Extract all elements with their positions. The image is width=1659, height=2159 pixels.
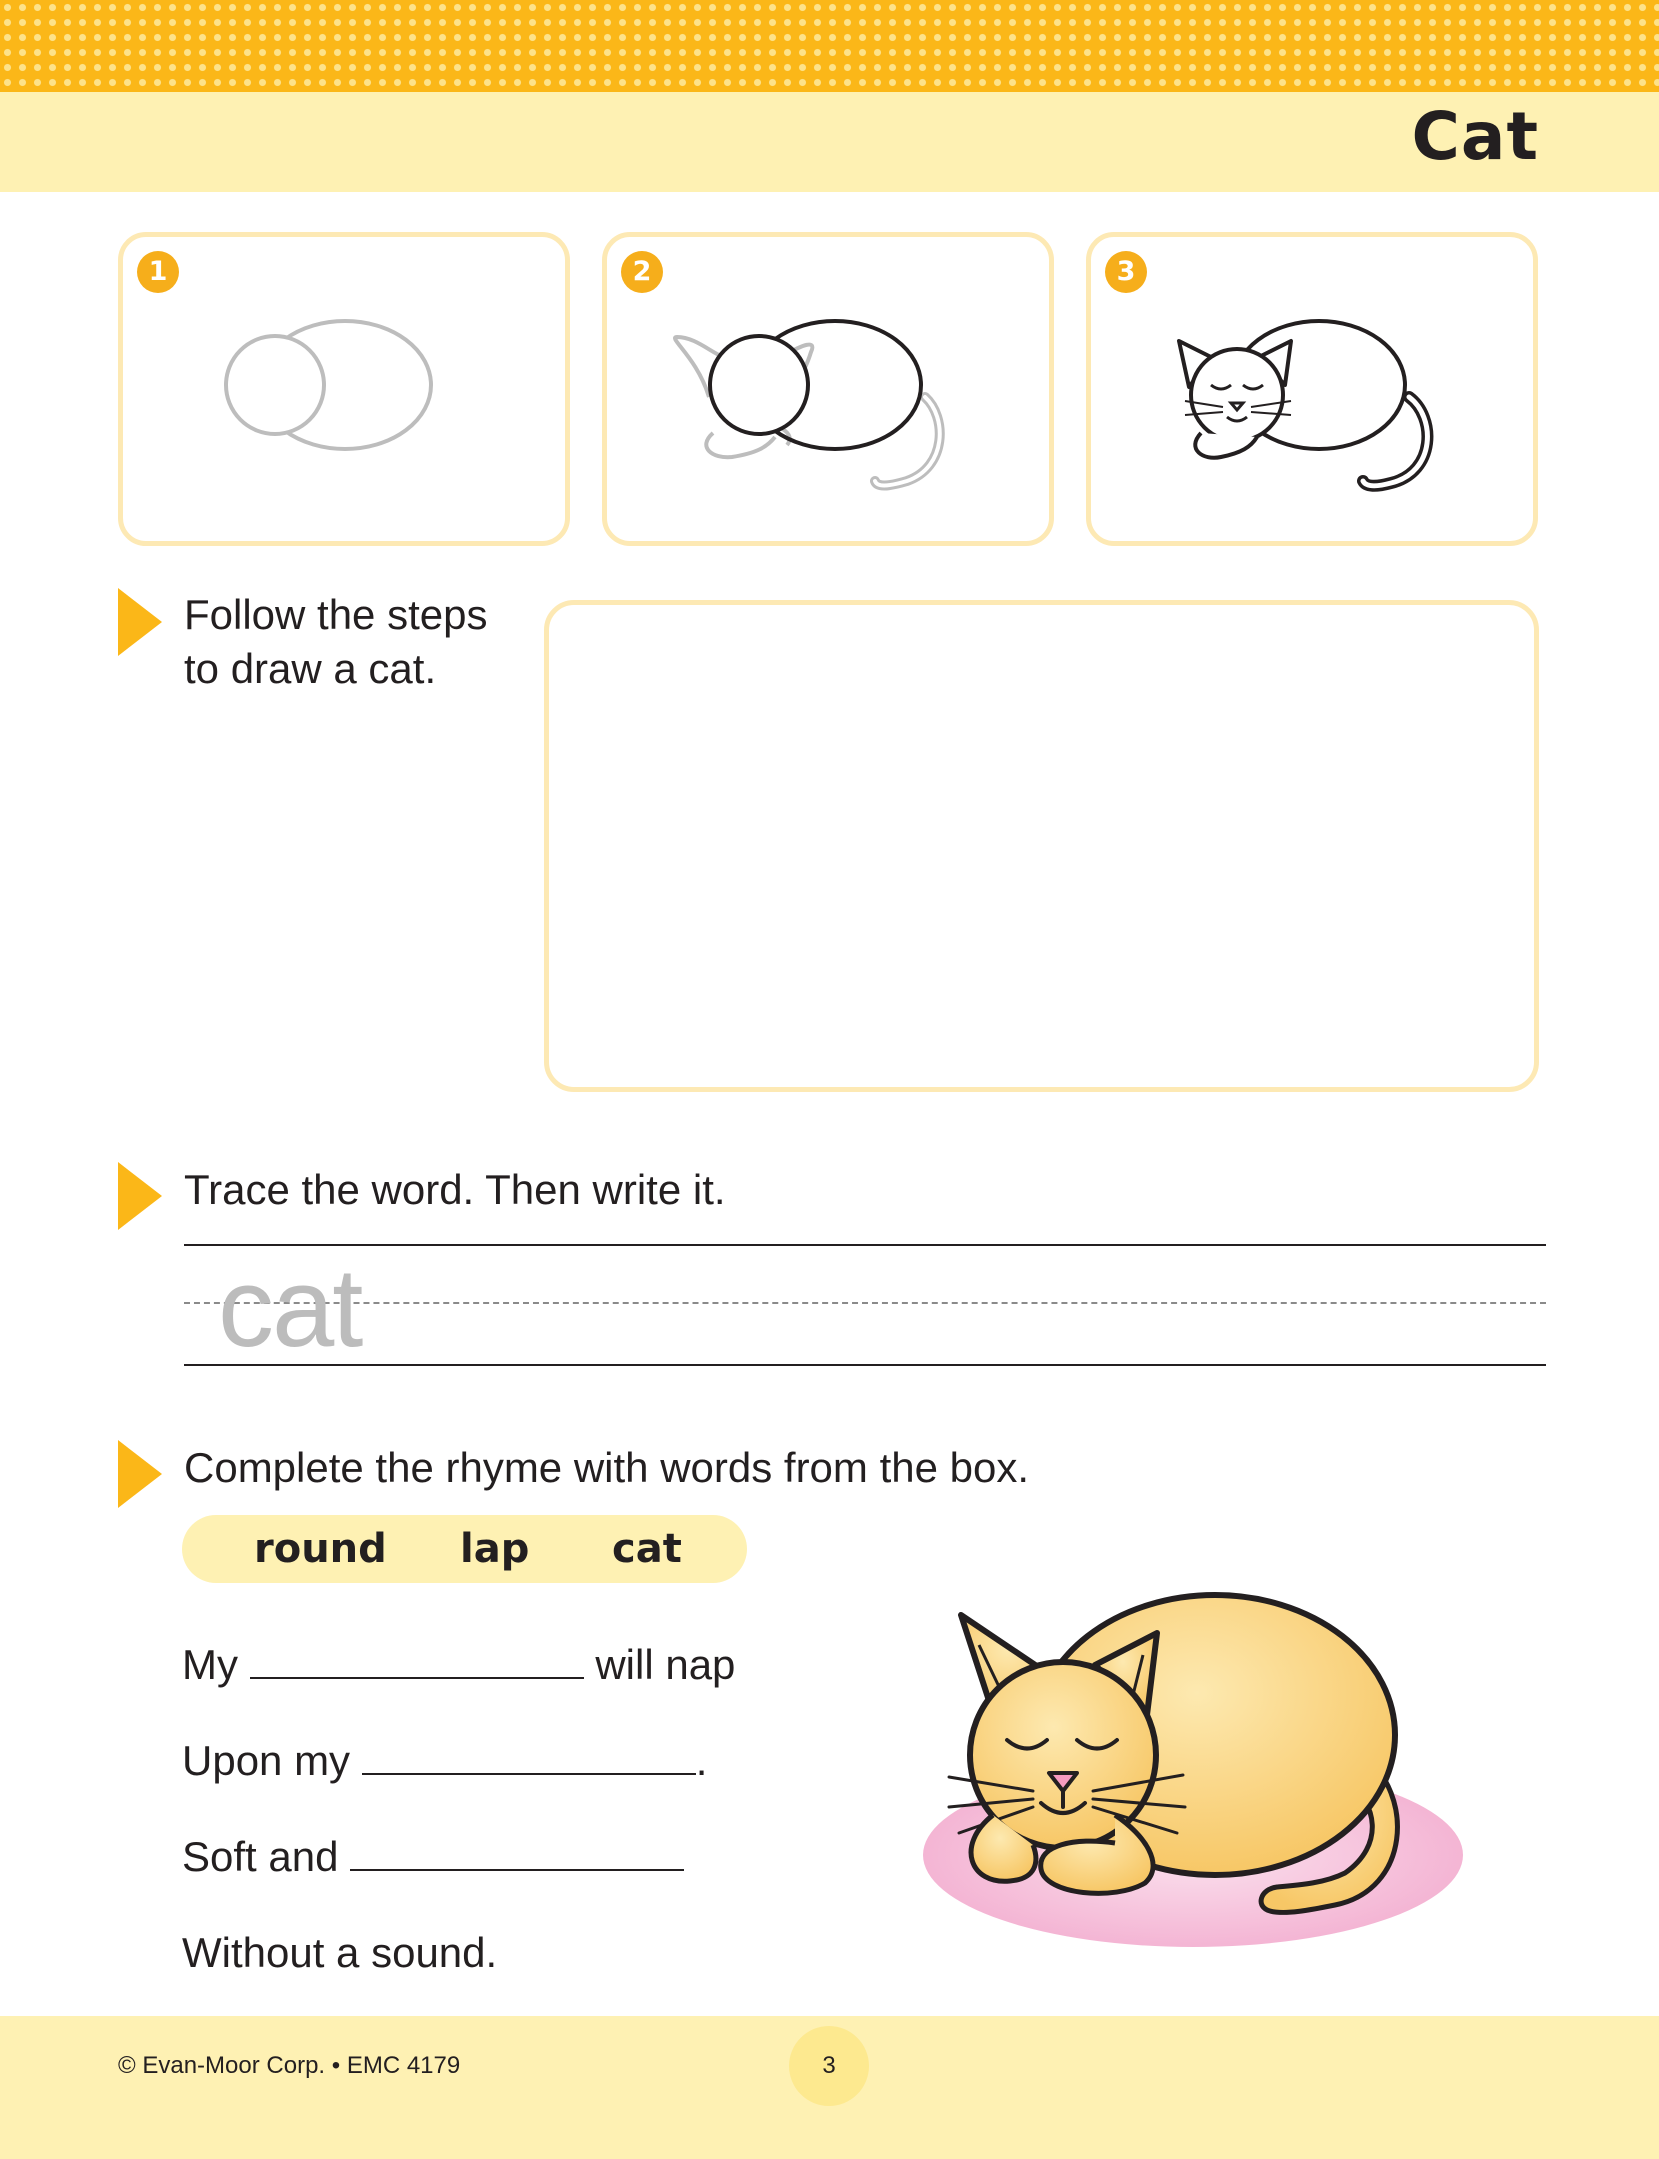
step-3-drawing bbox=[1091, 237, 1543, 551]
step-number-2: 2 bbox=[621, 251, 663, 293]
trace-word: cat bbox=[218, 1245, 362, 1370]
answer-blank-2[interactable] bbox=[362, 1743, 696, 1775]
handwriting-top-line bbox=[184, 1244, 1546, 1246]
rhyme-line-1-start: My bbox=[182, 1641, 238, 1688]
arrow-bullet-icon bbox=[118, 1162, 162, 1230]
draw-instruction bbox=[184, 588, 487, 696]
rhyme-line-2 bbox=[182, 1734, 707, 1788]
trace-instruction: Trace the word. Then write it. bbox=[184, 1166, 726, 1213]
step-number-1: 1 bbox=[137, 251, 179, 293]
draw-instruction-line-2: to draw a cat. bbox=[184, 645, 437, 692]
rhyme-line-4: Without a sound. bbox=[182, 1929, 498, 1976]
answer-blank-1[interactable] bbox=[250, 1647, 584, 1679]
word-lap: lap bbox=[460, 1526, 530, 1572]
word-round: round bbox=[254, 1526, 387, 1572]
drawing-area[interactable] bbox=[544, 600, 1539, 1092]
step-number-3: 3 bbox=[1105, 251, 1147, 293]
step-box-1 bbox=[118, 232, 570, 546]
title-band bbox=[0, 92, 1659, 192]
step-2-drawing bbox=[607, 237, 1059, 551]
page-number: 3 bbox=[822, 2052, 836, 2079]
handwriting-mid-line bbox=[184, 1302, 1546, 1304]
dotted-header-band bbox=[0, 0, 1659, 92]
step-box-3 bbox=[1086, 232, 1538, 546]
rhyme-line-3 bbox=[182, 1830, 684, 1884]
step-box-2 bbox=[602, 232, 1054, 546]
rhyme-instruction: Complete the rhyme with words from the box. bbox=[184, 1444, 1030, 1491]
rhyme-line-3-start: Soft and bbox=[182, 1833, 339, 1880]
page-title: Cat bbox=[1411, 98, 1539, 175]
arrow-bullet-icon bbox=[118, 1440, 162, 1508]
word-cat: cat bbox=[612, 1526, 682, 1572]
sleeping-cat-illustration bbox=[915, 1545, 1475, 1965]
copyright-text: © Evan-Moor Corp. • EMC 4179 bbox=[118, 2052, 461, 2079]
handwriting-base-line[interactable] bbox=[184, 1364, 1546, 1366]
rhyme-line-2-start: Upon my bbox=[182, 1737, 351, 1784]
arrow-bullet-icon bbox=[118, 588, 162, 656]
rhyme-line-2-end: . bbox=[695, 1737, 708, 1784]
rhyme-line-1 bbox=[182, 1638, 735, 1692]
rhyme-line-1-end: will nap bbox=[595, 1641, 736, 1688]
step-1-drawing bbox=[123, 237, 575, 551]
answer-blank-3[interactable] bbox=[350, 1839, 684, 1871]
draw-instruction-line-1: Follow the steps bbox=[184, 591, 488, 638]
